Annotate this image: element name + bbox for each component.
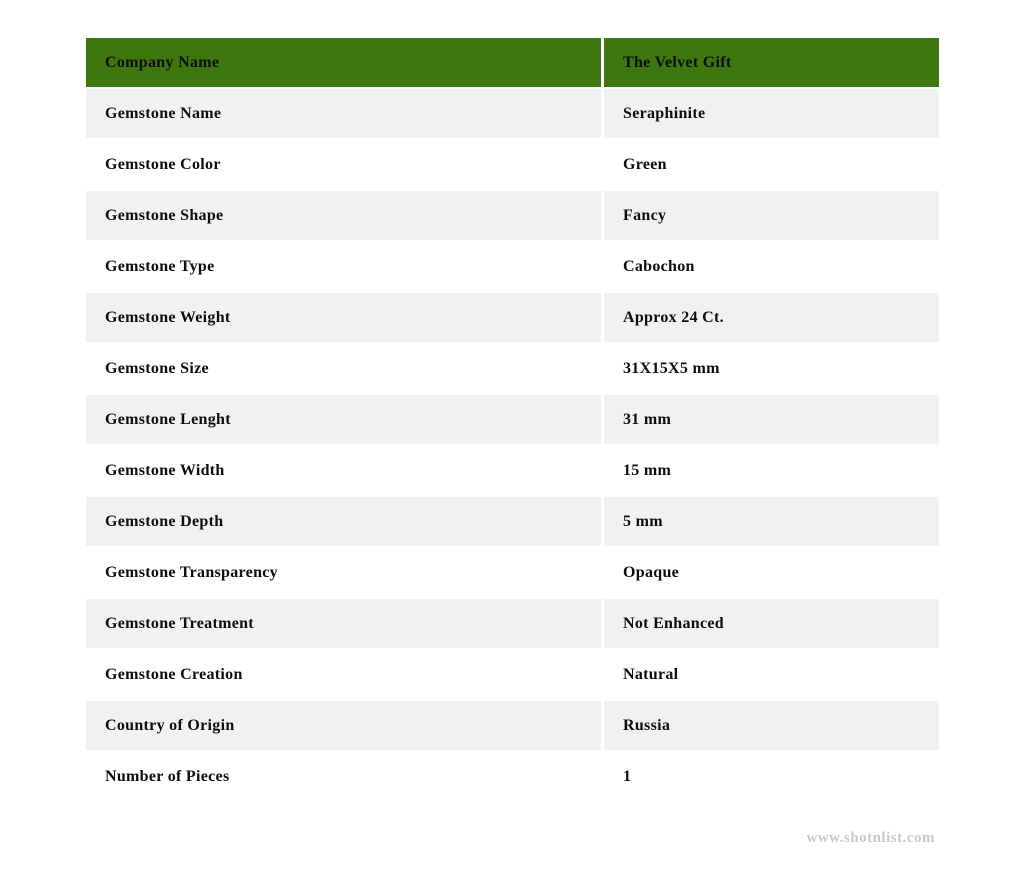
row-label: Gemstone Width xyxy=(86,446,601,495)
row-label: Gemstone Color xyxy=(86,140,601,189)
row-label: Gemstone Name xyxy=(86,89,601,138)
table-row xyxy=(86,89,939,138)
table-row xyxy=(86,752,939,801)
table-body xyxy=(86,89,939,801)
table-row xyxy=(86,395,939,444)
row-value: 31 mm xyxy=(604,395,939,444)
row-value: Russia xyxy=(604,701,939,750)
row-value: 5 mm xyxy=(604,497,939,546)
table-row xyxy=(86,140,939,189)
row-label: Gemstone Type xyxy=(86,242,601,291)
row-value: Natural xyxy=(604,650,939,699)
row-label: Gemstone Depth xyxy=(86,497,601,546)
table-row xyxy=(86,446,939,495)
watermark-text: www.shotnlist.com xyxy=(806,830,935,846)
row-label: Gemstone Lenght xyxy=(86,395,601,444)
gemstone-spec-table xyxy=(83,36,942,803)
table-row xyxy=(86,344,939,393)
table-row xyxy=(86,701,939,750)
row-value: Fancy xyxy=(604,191,939,240)
row-label: Number of Pieces xyxy=(86,752,601,801)
row-value: Approx 24 Ct. xyxy=(604,293,939,342)
row-label: Gemstone Size xyxy=(86,344,601,393)
row-value: 31X15X5 mm xyxy=(604,344,939,393)
table-row xyxy=(86,293,939,342)
row-label: Gemstone Weight xyxy=(86,293,601,342)
row-value: 1 xyxy=(604,752,939,801)
table-row xyxy=(86,191,939,240)
row-label: Country of Origin xyxy=(86,701,601,750)
row-label: Gemstone Creation xyxy=(86,650,601,699)
row-label: Gemstone Treatment xyxy=(86,599,601,648)
row-value: 15 mm xyxy=(604,446,939,495)
table-row xyxy=(86,497,939,546)
table-header xyxy=(86,38,939,87)
row-value: Green xyxy=(604,140,939,189)
table-row xyxy=(86,548,939,597)
row-value: Not Enhanced xyxy=(604,599,939,648)
table-header-row xyxy=(86,38,939,87)
row-value: Cabochon xyxy=(604,242,939,291)
header-label-cell: Company Name xyxy=(86,38,601,87)
row-value: Seraphinite xyxy=(604,89,939,138)
table-row xyxy=(86,242,939,291)
table-row xyxy=(86,599,939,648)
row-value: Opaque xyxy=(604,548,939,597)
row-label: Gemstone Shape xyxy=(86,191,601,240)
table-row xyxy=(86,650,939,699)
row-label: Gemstone Transparency xyxy=(86,548,601,597)
header-value-cell: The Velvet Gift xyxy=(604,38,939,87)
